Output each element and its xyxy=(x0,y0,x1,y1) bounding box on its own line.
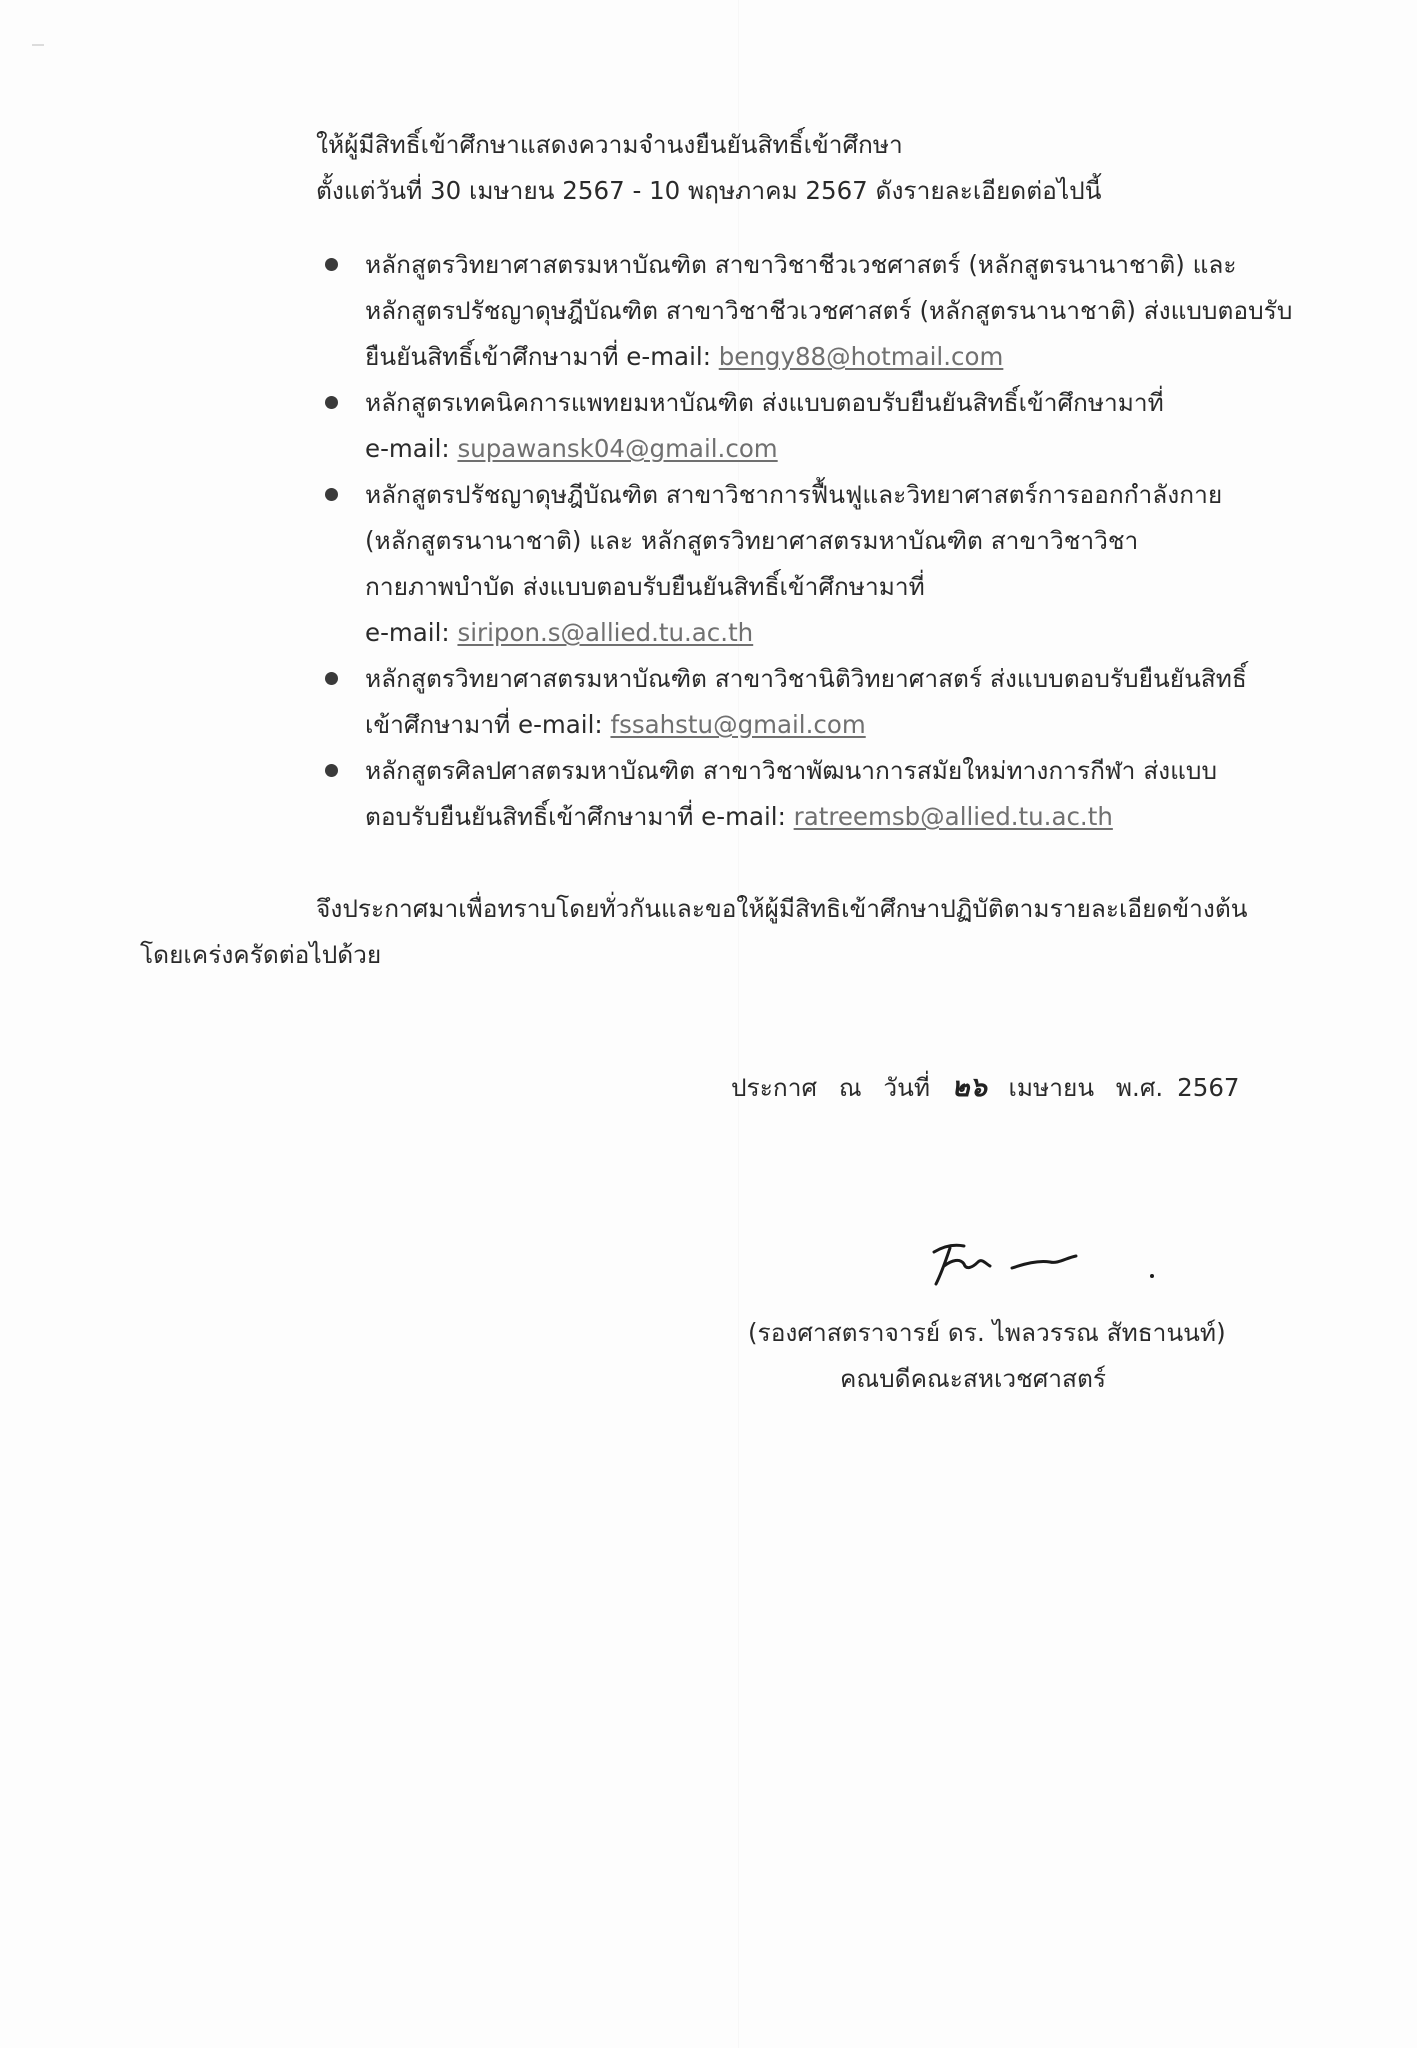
program-line: กายภาพบำบัด ส่งแบบตอบรับยืนยันสิทธิ์เข้าศึกษามาที่ xyxy=(365,572,925,601)
program-list xyxy=(365,242,1293,840)
program-email-link[interactable]: supawansk04@gmail.com xyxy=(457,434,778,463)
date-era: พ.ศ. xyxy=(1115,1073,1164,1102)
program-line-text: e-mail: xyxy=(365,618,458,647)
bullet-icon xyxy=(325,258,338,271)
program-line-text: ยืนยันสิทธิ์เข้าศึกษามาที่ e-mail: xyxy=(365,342,719,371)
intro-line-2: ตั้งแต่วันที่ 30 เมษายน 2567 - 10 พฤษภาคม 2567 ดังรายละเอียดต่อไปนี้ xyxy=(316,176,1102,205)
bullet-icon xyxy=(325,764,338,777)
program-line: หลักสูตรวิทยาศาสตรมหาบัณฑิต สาขาวิชาชีวเวชศาสตร์ (หลักสูตรนานาชาติ) และ xyxy=(365,250,1237,279)
program-item xyxy=(365,656,1285,748)
scan-mark xyxy=(32,44,44,46)
program-email-link[interactable]: ratreemsb@allied.tu.ac.th xyxy=(793,802,1113,831)
program-line: (หลักสูตรนานาชาติ) และ หลักสูตรวิทยาศาสตรมหาบัณฑิต สาขาวิชาวิชา xyxy=(365,526,1139,555)
program-email-link[interactable]: bengy88@hotmail.com xyxy=(718,342,1004,371)
bullet-icon xyxy=(325,396,338,409)
program-line xyxy=(365,702,1285,748)
closing-paragraph xyxy=(140,886,1290,978)
announcement-date xyxy=(731,1065,1254,1111)
bullet-icon xyxy=(325,672,338,685)
handwritten-day: ๒๖ xyxy=(951,1072,987,1103)
date-year: 2567 xyxy=(1177,1073,1240,1102)
signer-block xyxy=(748,1310,1248,1402)
program-line xyxy=(365,794,1285,840)
date-month: เมษายน xyxy=(1008,1073,1095,1102)
program-line-text: e-mail: xyxy=(365,434,458,463)
signer-title: คณบดีคณะสหเวชศาสตร์ xyxy=(840,1364,1107,1393)
program-item xyxy=(365,748,1285,840)
program-line-text: ตอบรับยืนยันสิทธิ์เข้าศึกษามาที่ e-mail: xyxy=(365,802,794,831)
program-line: หลักสูตรเทคนิคการแพทยมหาบัณฑิต ส่งแบบตอบรับยืนยันสิทธิ์เข้าศึกษามาที่ xyxy=(365,388,1164,417)
bullet-icon xyxy=(325,488,338,501)
program-line: หลักสูตรปรัชญาดุษฎีบัณฑิต สาขาวิชาชีวเวชศาสตร์ (หลักสูตรนานาชาติ) ส่งแบบตอบรับ xyxy=(365,296,1293,325)
program-line xyxy=(365,610,1285,656)
program-line: หลักสูตรศิลปศาสตรมหาบัณฑิต สาขาวิชาพัฒนาการสมัยใหม่ทางการกีฬา ส่งแบบ xyxy=(365,756,1218,785)
program-line xyxy=(365,426,1285,472)
program-email-link[interactable]: fssahstu@gmail.com xyxy=(610,710,866,739)
program-line: หลักสูตรปรัชญาดุษฎีบัณฑิต สาขาวิชาการฟื้นฟูและวิทยาศาสตร์การออกกำลังกาย xyxy=(365,480,1223,509)
date-prefix: ประกาศ xyxy=(731,1073,818,1102)
intro-paragraph xyxy=(316,122,1316,214)
program-email-link[interactable]: siripon.s@allied.tu.ac.th xyxy=(457,618,754,647)
program-item xyxy=(365,380,1285,472)
date-at: ณ xyxy=(838,1073,862,1102)
date-day-label: วันที่ xyxy=(883,1073,930,1102)
program-line xyxy=(365,334,1285,380)
program-line-text: เข้าศึกษามาที่ e-mail: xyxy=(365,710,611,739)
closing-line-2: โดยเคร่งครัดต่อไปด้วย xyxy=(140,940,382,969)
signer-name: (รองศาสตราจารย์ ดร. ไพลวรรณ สัทธานนท์) xyxy=(748,1318,1226,1347)
intro-line-1: ให้ผู้มีสิทธิ์เข้าศึกษาแสดงความจำนงยืนยันสิทธิ์เข้าศึกษา xyxy=(316,130,903,159)
program-item xyxy=(365,242,1293,380)
program-item xyxy=(365,472,1285,656)
closing-line-1: จึงประกาศมาเพื่อทราบโดยทั่วกันและขอให้ผู้มีสิทธิเข้าศึกษาปฏิบัติตามรายละเอียดข้างต้น xyxy=(316,894,1248,923)
program-line: หลักสูตรวิทยาศาสตรมหาบัณฑิต สาขาวิชานิติวิทยาศาสตร์ ส่งแบบตอบรับยืนยันสิทธิ์ xyxy=(365,664,1247,693)
signature-icon xyxy=(920,1230,1160,1300)
